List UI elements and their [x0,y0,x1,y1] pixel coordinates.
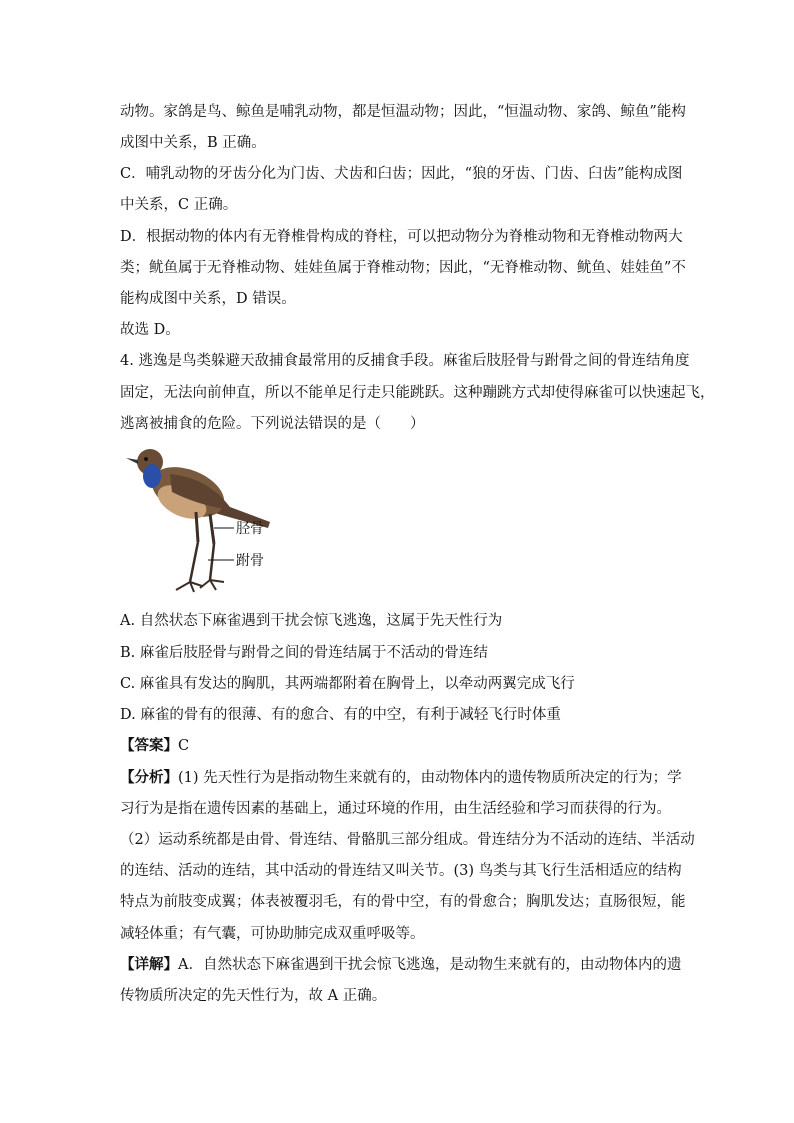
text-line: 故选 D。 [120,322,180,338]
text-line: 类；鱿鱼属于无脊椎动物、娃娃鱼属于脊椎动物；因此，“无脊椎动物、鱿鱼、娃娃鱼”不 [120,260,686,276]
detail-label: 【详解】 [120,956,178,973]
bird-foot [176,582,202,592]
analysis-text: (1) 先天性行为是指动物生来就有的，由动物体内的遗传物质所决定的行为；学 [178,770,682,786]
analysis-line: 的连结、活动的连结，其中活动的骨连结又叫关节。(3) 鸟类与其飞行生活相适应的结构 [120,863,682,879]
bird-tarsus [210,544,214,580]
bird-tarsus [190,542,198,582]
analysis-line: 特点为前肢变成翼；体表被覆羽毛，有的骨中空，有的骨愈合；胸肌发达；直肠很短，能 [120,894,686,910]
analysis-line: 习行为是指在遗传因素的基础上，通过环境的作用，由生活经验和学习而获得的行为。 [120,801,671,817]
option-a: A. 自然状态下麻雀遇到干扰会惊飞逃逸，这属于先天性行为 [120,613,503,629]
detail-line [120,955,681,975]
bird-throat [143,464,161,488]
bird-figure [120,440,280,600]
detail-text: A．自然状态下麻雀遇到干扰会惊飞逃逸，是动物生来就有的，由动物体内的遗 [178,957,682,973]
answer-value: C [178,738,190,754]
option-c: C. 麻雀具有发达的胸肌，其两端都附着在胸骨上，以牵动两翼完成飞行 [120,676,575,692]
question-line: 固定，无法向前伸直，所以不能单足行走只能跳跃。这种蹦跳方式却使得麻雀可以快速起飞， [120,385,715,401]
text-line: C．哺乳动物的牙齿分化为门齿、犬齿和臼齿；因此，“狼的牙齿、门齿、臼齿”能构成图 [120,166,683,182]
analysis-line: （2）运动系统都是由骨、骨连结、骨骼肌三部分组成。骨连结分为不活动的连结、半活动 [120,832,695,848]
text-line: D．根据动物的体内有无脊椎骨构成的脊柱，可以把动物分为脊椎动物和无脊椎动物两大 [120,229,683,245]
text-line: 成图中关系，B 正确。 [120,135,266,151]
answer-line [120,736,189,756]
tibia-label: 胫骨 [236,521,264,537]
detail-line: 传物质所决定的先天性行为，故 A 正确。 [120,988,387,1004]
answer-label: 【答案】 [120,737,178,754]
text-line: 中关系，C 正确。 [120,197,238,213]
question-line: 逃离被捕食的危险。下列说法错误的是（ ） [120,416,425,432]
question-line: 4. 逃逸是鸟类躲避天敌捕食最常用的反捕食手段。麻雀后肢胫骨与跗骨之间的骨连结角度 [120,353,690,369]
bird-tibia [196,512,198,542]
analysis-line: 减轻体重；有气囊，可协助肺完成双重呼吸等。 [120,926,425,942]
analysis-line [120,768,682,788]
bird-tibia [210,514,214,544]
text-line: 能构成图中关系，D 错误。 [120,291,296,307]
text-line: 动物。家鸽是鸟、鲸鱼是哺乳动物，都是恒温动物；因此，“恒温动物、家鸽、鲸鱼”能构 [120,104,686,120]
tarsus-label: 跗骨 [236,553,264,569]
analysis-label: 【分析】 [120,769,178,786]
bird-foot [200,580,224,590]
option-d: D. 麻雀的骨有的很薄、有的愈合、有的中空，有利于减轻飞行时体重 [120,707,561,723]
bird-eye [144,457,148,461]
bird-beak [126,458,138,464]
sparrow-illustration [120,440,280,600]
option-b: B. 麻雀后肢胫骨与跗骨之间的骨连结属于不活动的骨连结 [120,645,488,661]
